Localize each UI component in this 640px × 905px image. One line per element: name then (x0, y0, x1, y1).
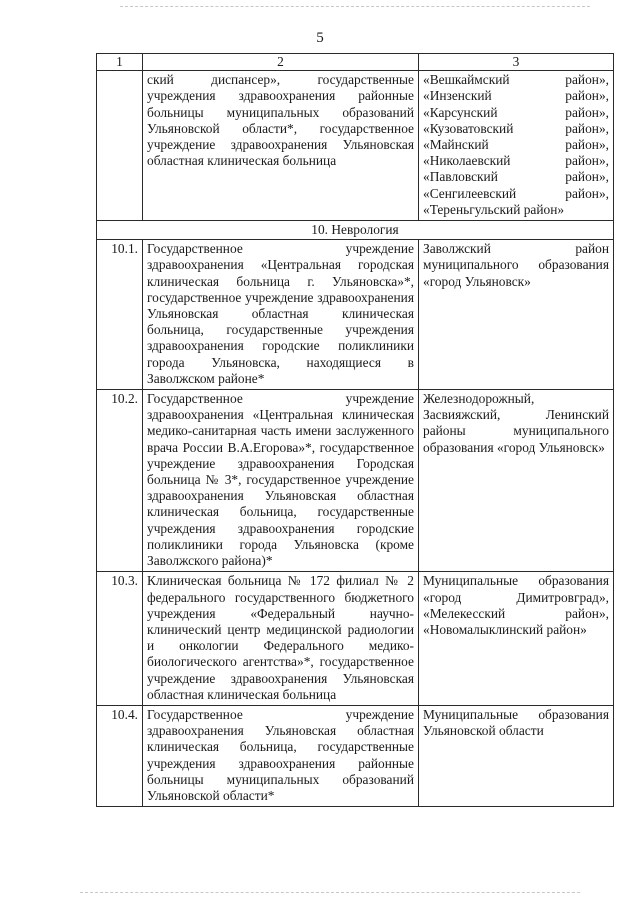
institutions-cell: ский диспансер», государственные учреждения здравоохранения районные больницы муниципальных образований Ульяновской области*, государственное учреждение здравоохранения Ульяновская областная клиническая больница (143, 71, 419, 221)
row-number: 10.2. (97, 390, 143, 572)
column-number-2: 2 (143, 54, 419, 71)
column-number-3: 3 (419, 54, 614, 71)
continued-row (97, 71, 614, 221)
table-row (97, 705, 614, 806)
row-number: 10.4. (97, 705, 143, 806)
territory-cell: Заволжский район муниципального образования «город Ульяновск» (419, 240, 614, 390)
bottom-edge-scan-line (80, 892, 580, 893)
column-number-row (97, 54, 614, 71)
institutions-cell: Клиническая больница № 172 филиал № 2 федерального государственного бюджетного учреждения «Федеральный научно-клинический центр медицинской радиологии и онкологии Федерального медико-биологического агентства»*, государственное учреждение здравоохранения Ульяновская областная клиническая больница (143, 572, 419, 706)
section-header-row (97, 221, 614, 240)
territory-cell: Муниципальные образования «город Димитровград», «Мелекесский район», «Новомалыклинский район» (419, 572, 614, 706)
institutions-cell: Государственное учреждение здравоохранения Ульяновская областная клиническая больница, государственные учреждения здравоохранения районные больницы муниципальных образований Ульяновской области* (143, 705, 419, 806)
territory-cell: Железнодорожный, Засвияжский, Ленинский районы муниципального образования «город Ульяновск» (419, 390, 614, 572)
table-row (97, 390, 614, 572)
institutions-cell: Государственное учреждение здравоохранения «Центральная городская клиническая больница г. Ульяновска»*, государственное учреждение здравоохранения Ульяновская областная клиническая больница, государственные учреждения здравоохранения городские поликлиники города Ульяновска, находящиеся в Заволжском районе* (143, 240, 419, 390)
top-edge-scan-line (120, 6, 590, 7)
referral-table (96, 53, 614, 807)
institutions-cell: Государственное учреждение здравоохранения «Центральная клиническая медико-санитарная часть имени заслуженного врача России В.А.Егорова»*, государственное учреждение здравоохранения Городская больница № 3*, государственное учреждение здравоохранения Ульяновская областная клиническая больница, государственные учреждения здравоохранения городские поликлиники города Ульяновска (кроме Заволжского района)* (143, 390, 419, 572)
row-number (97, 71, 143, 221)
row-number: 10.1. (97, 240, 143, 390)
territory-cell: «Вешкаймский район», «Инзенский район», «Карсунский район», «Кузоватовский район», «Майнский район», «Николаевский район», «Павловский район», «Сенгилеевский район», «Тереньгульский район» (419, 71, 614, 221)
table-row (97, 572, 614, 706)
column-number-1: 1 (97, 54, 143, 71)
page-number: 5 (316, 30, 324, 46)
territory-cell: Муниципальные образования Ульяновской области (419, 705, 614, 806)
section-title: 10. Неврология (97, 221, 614, 240)
table-row (97, 240, 614, 390)
row-number: 10.3. (97, 572, 143, 706)
